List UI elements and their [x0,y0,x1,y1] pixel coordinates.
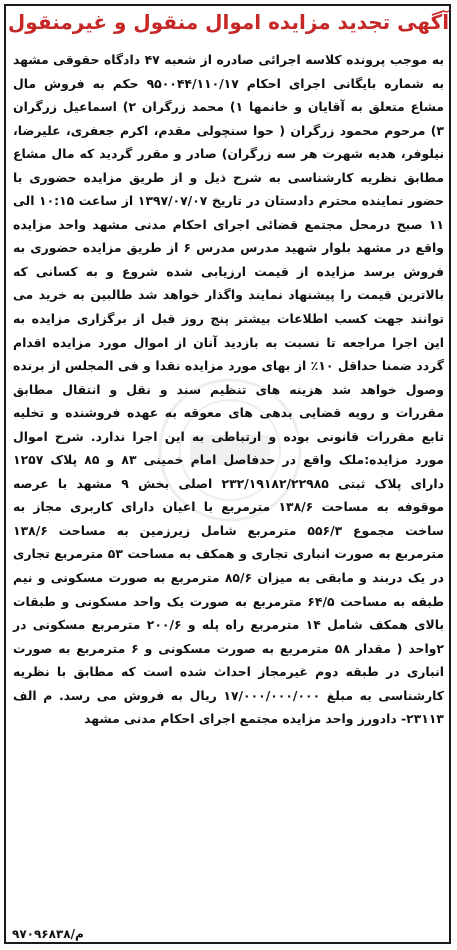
notice-code: ۹۷۰۹۶۸۳۸/م [12,927,84,941]
notice-body: به موجب پرونده کلاسه اجرائی صادره از شعبه ۴۷ دادگاه حقوقی مشهد به شماره بایگانی اجرای احکام ۹۵۰۰۴۴/۱۱۰/۱۷ حکم به فروش مال مشاع متعلق به آقایان و خانمها ۱) محمد زرگران ۲) اسماعیل زرگران ۳) مرحوم محمود زرگران ( حوا سنچولی مقدم، اکرم جعفری، علیرضا، نیلوفر، هدیه شهرت هر سه زرگران) صادر و مقرر گردید که مال مشاع مطابق نظریه کارشناسی به شرح ذیل و از طریق مزایده حضوری با حضور نماینده محترم دادستان در تاریخ ۱۳۹۷/۰۷/۰۷ از ساعت ۱۰:۱۵ الی ۱۱ صبح درمحل مجتمع قضائی اجرای احکام مدنی مشهد واحد مزایده واقع در مشهد بلوار شهید مدرس مدرس ۶ از طریق مزایده حضوری به فروش برسد مزایده از قیمت ارزیابی شده شروع و به کسانی که بالاترین قیمت را پیشنهاد نمایند واگذار خواهد شد طالبین به خرید می توانند جهت کسب اطلاعات بیشتر پنج روز قبل از برگزاری مزایده به این اجرا مراجعه تا نسبت به بازدید آنان از اموال مورد مزایده اقدام گردد ضمنا حداقل ۱۰٪ از بهای مورد مزایده نقدا و فی المجلس از برنده وصول خواهد شد هزینه های تنظیم سند و نقل و انتقال مطابق مقررات و رویه قضایی بدهی های معوقه به عهده فروشنده و تخلیه تابع مقررات قانونی بوده و ارتباطی به این اجرا ندارد. شرح اموال مورد مزایده:ملک واقع در حدفاصل امام خمینی ۸۳ و ۸۵ پلاک ۱۲۵۷ دارای پلاک ثبتی ۲۳۲/۱۹۱۸۲/۲۲۹۸۵ اصلی بخش ۹ مشهد با عرصه موقوفه به مساحت ۱۳۸/۶ مترمربع با اعیان دارای کاربری مجاز به ساخت مجموع ۵۵۶/۳ مترمربع شامل زیرزمین به مساحت ۱۳۸/۶ مترمربع به صورت انباری تجاری و همکف به مساحت ۵۳ مترمربع تجاری در یک دربند و مابقی به میزان ۸۵/۶ مترمربع به صورت مسکونی و نیم طبقه به مساحت ۶۴/۵ مترمربع به صورت یک واحد مسکونی و طبقات بالای همکف شامل ۱۴ مترمربع راه پله و ۲۰۰/۶ مترمربع مسکونی در ۲واحد ( مقدار ۵۸ مترمربع به صورت مسکونی و ۶ مترمربع به صورت انباری در طبقه دوم غیرمجاز احداث شده است که مطابق با نظریه کارشناسی به مبلغ ۱۷/۰۰۰/۰۰۰/۰۰۰ ریال به فروش می رسد. م الف ۲۳۱۱۳- دادورز واحد مزایده مجتمع اجرای احکام مدنی مشهد [13,52,445,727]
notice-title: آگهی تجدید مزایده اموال منقول و غیرمنقول [7,10,450,34]
